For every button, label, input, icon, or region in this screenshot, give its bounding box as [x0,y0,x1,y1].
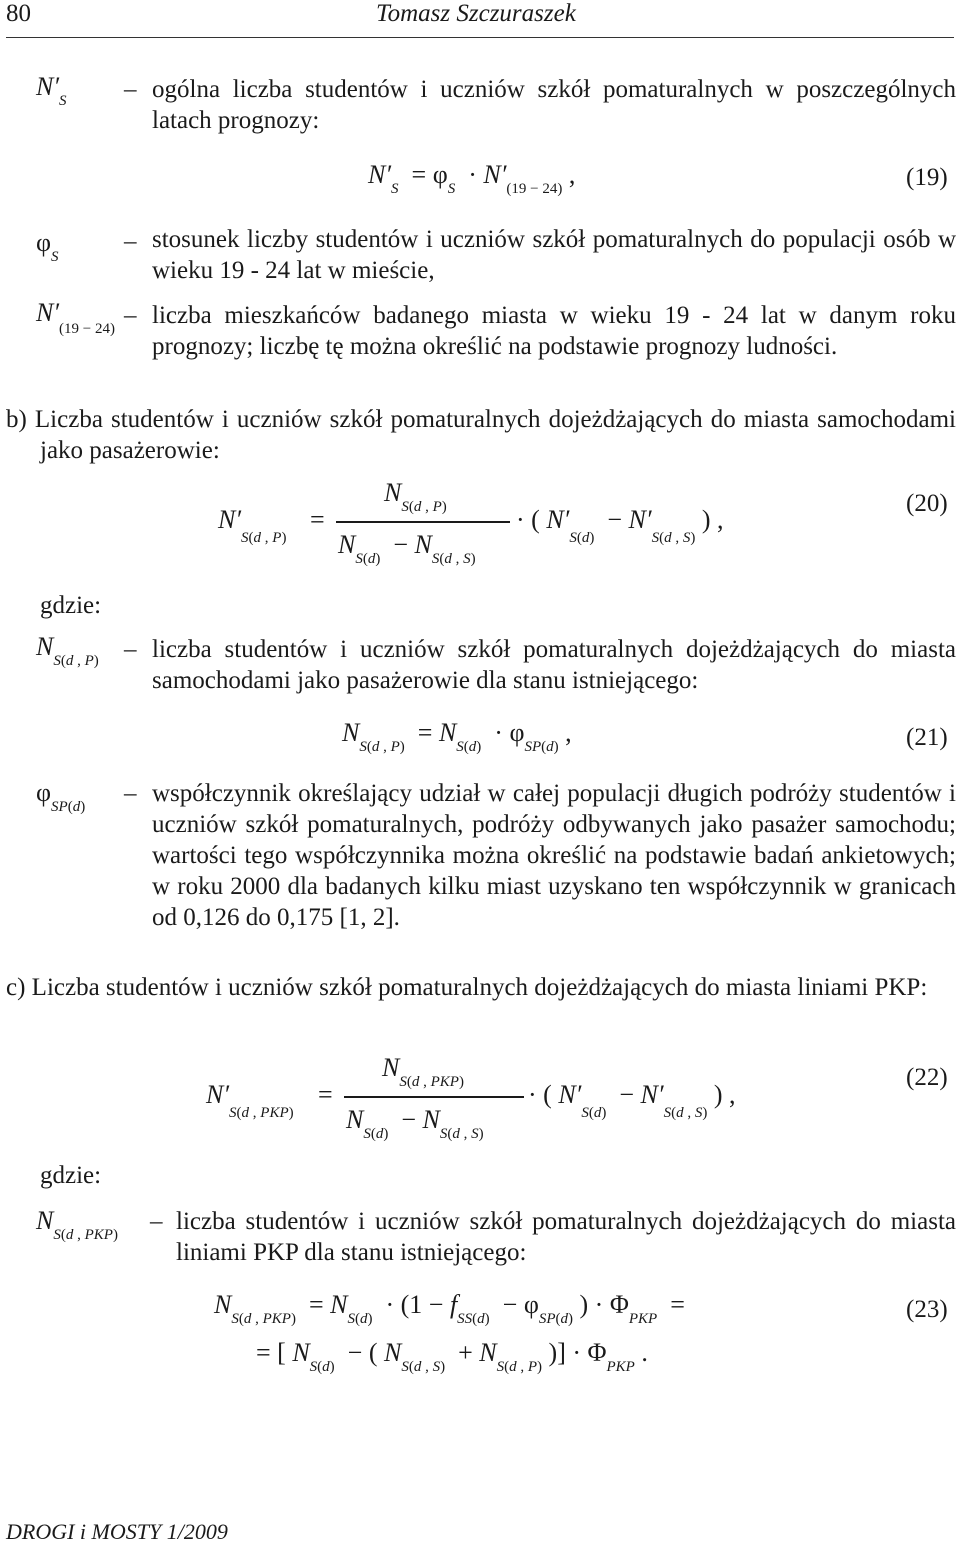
footer-journal: DROGI i MOSTY 1/2009 [6,1519,228,1544]
equation-number-21: (21) [906,724,948,751]
equation-23-line-2: = [ $N_{S(d)}$ − ( $N_{S(d , S)} + N_{S(d , P)}$ )] · $\Phi_{PKP}$ . [256,1338,648,1375]
symbol-N-S-d-PKP: $N_{S(d , PKP)}$ [36,1206,118,1243]
symbol-N-S-d-P: $N_{S(d , P)}$ [36,632,99,669]
symbol-N-prime-19-24: $N'_{(19 - 24)}$ [36,298,115,337]
equation-23-line-1: $N_{S(d , PKP)} = N_{S(d)} \cdot (1 - f_{SS(d)} - \varphi_{SP(d)}$ ) · $\Phi_{PKP}$ = [214,1290,685,1327]
equation-number-19: (19) [906,164,948,191]
definition-N-prime-19-24: liczba mieszkańców badanego miasta w wieku 19 - 24 lat w danym roku prognozy; liczbę tę można określić na podstawie prognozy ludności. [152,302,956,360]
def-dash: – [124,76,137,103]
equation-22: $N'_{S(d , PKP)}$ = $N_{S(d , PKP)}$ $N_{S(d)} - N_{S(d , S)}$ · ( $N'_{S(d)} - N'_{S(d , S)}$ ) , [206,1053,736,1142]
def-dash: – [124,636,137,663]
definition-phi-S: stosunek liczby studentów i uczniów szkół pomaturalnych do populacji osób w wieku 19 - 24 lat w mieście, [152,226,956,284]
equation-number-20: (20) [906,490,948,517]
def-dash: – [124,302,137,329]
gdzie-label: gdzie: [40,592,102,619]
equation-number-23: (23) [906,1296,948,1323]
paragraph-b: b) Liczba studentów i uczniów szkół pomaturalnych dojeżdżających do miasta samochodami jako pasażerowie: [6,406,956,464]
definition-N-prime-S: ogólna liczba studentów i uczniów szkół pomaturalnych w poszczególnych latach prognozy: [152,76,956,134]
definition-N-S-d-PKP: liczba studentów i uczniów szkół pomaturalnych dojeżdżających do miasta liniami PKP dla stanu istniejącego: [176,1208,956,1266]
def-dash: – [124,780,137,807]
paragraph-c: c) Liczba studentów i uczniów szkół pomaturalnych dojeżdżających do miasta liniami PKP: [6,974,928,1001]
definition-N-S-d-P: liczba studentów i uczniów szkół pomaturalnych dojeżdżających do miasta samochodami jako pasażerowie dla stanu istniejącego: [152,636,956,694]
page-number: 80 [6,0,31,27]
definition-phi-SP-d: współczynnik określający udział w całej populacji długich podróży studentów i uczniów szkół pomaturalnych, podróży odbywanych jako pasażer samochodu; wartości tego współczynnika można określić na podstawie badań ankietowych; w roku 2000 dla badanych kilku miast uzyskano ten współczynnik w granicach od 0,126 do 0,175 [1, 2]. [152,780,956,931]
symbol-N-prime-S: $N'_S$ [36,72,67,109]
equation-20: $N'_{S(d , P)}$ = $N_{S(d , P)}$ $N_{S(d)} - N_{S(d , S)}$ · ( $N'_{S(d)} - N'_{S(d , S)}$ ) , [218,478,724,567]
symbol-phi-S: $\varphi_S$ [36,228,59,265]
symbol-phi-SP-d: $\varphi_{SP(d)}$ [36,778,86,815]
equation-number-22: (22) [906,1064,948,1091]
equation-19: $N'_S = \varphi_S \cdot N'_{(19 - 24)}$ , [368,160,576,197]
gdzie-label: gdzie: [40,1162,102,1189]
def-dash: – [124,228,137,255]
def-dash: – [150,1208,163,1235]
equation-21: $N_{S(d , P)} = N_{S(d)} \cdot \varphi_{SP(d)}$ , [342,718,572,755]
running-head-author: Tomasz Szczuraszek [376,0,576,27]
